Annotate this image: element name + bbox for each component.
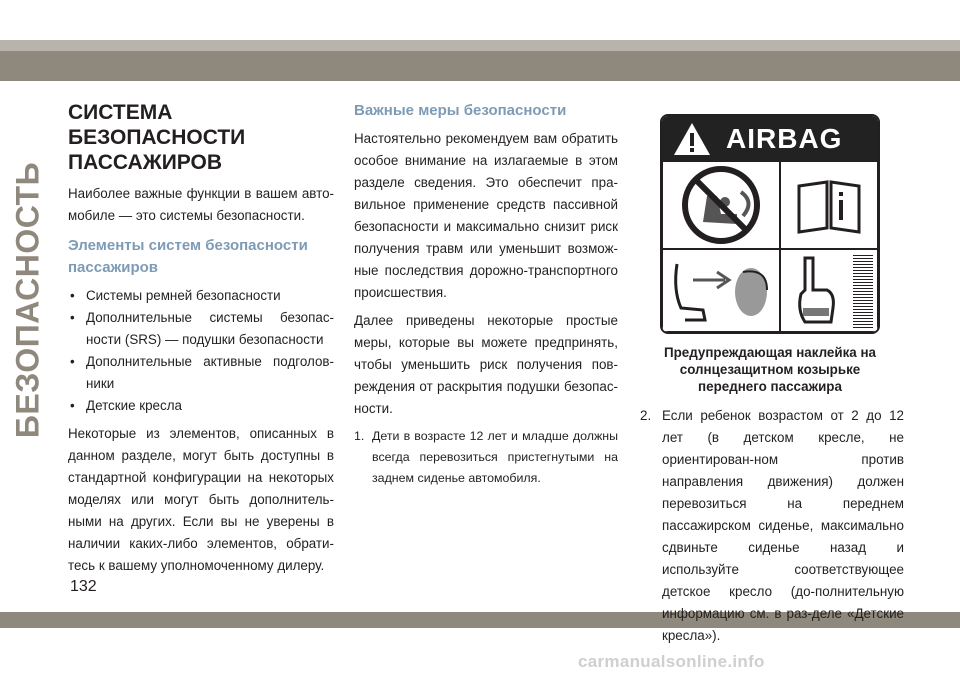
top-band-light	[0, 40, 960, 51]
body-paragraph: Настоятельно рекомендуем вам обратить особое внимание на излагаемые в этом разделе сведения. Это обеспечит пра-вильное применение средств пассивной безопасности и максимально снизит риск получения травм или уменьшит возмож-ные последствия дорожно-транспортного происшествия.	[354, 131, 618, 300]
list-item: • Дополнительные активные подголов-ники	[68, 351, 334, 395]
page-number: 132	[70, 578, 97, 595]
label-cell-manual	[780, 161, 878, 249]
body-paragraph: Некоторые из элементов, описанных в данном разделе, могут быть доступны в стандартной конфигурации на некоторых моделях или могут быть дополнитель-ными на других. Если вы не уверены в наличии каких-либо элементов, обрати-тесь к вашему уполномоченному дилеру.	[68, 426, 334, 573]
column-left	[68, 100, 334, 583]
no-rear-facing-child-seat-icon	[663, 162, 779, 248]
column-right	[640, 100, 904, 647]
item-number: 1.	[354, 429, 365, 443]
intro-paragraph: Наиболее важные функции в вашем авто-мобиле — это системы безопасности.	[68, 186, 334, 223]
watermark: carmanualsonline.info	[578, 652, 765, 671]
item-number: 2.	[640, 408, 652, 423]
airbag-warning-label-image	[660, 114, 880, 334]
image-caption: Предупреждающая наклейка на солнцезащитном козырьке переднего пассажира	[663, 345, 877, 394]
seat-airbag-deploy-icon	[663, 250, 779, 331]
label-header	[662, 116, 878, 161]
numbered-item-1	[354, 426, 618, 489]
label-cell-pointer-barcode	[780, 249, 878, 332]
section-side-tab-label: БЕЗОПАСНОСТЬ	[9, 161, 46, 439]
heading-safety-measures: Важные меры безопасности	[354, 102, 567, 119]
numbered-item-2	[640, 405, 904, 647]
list-item: • Дополнительные системы безопас-ности (SRS) — подушки безопасности	[68, 307, 334, 351]
item-text: Если ребенок возрастом от 2 до 12 лет (в детском кресле, не ориентирован-ном против направления движения) должен перевозиться на переднем пассажирском сиденье, максимально сдвиньте сиденье назад и используйте соответствующее детское кресло (до-полнительную информацию см. в раз-деле «Детские кресла»).	[662, 408, 904, 643]
body-paragraph: Далее приведены некоторые простые меры, которые вы можете предпринять, чтобы уменьшить риск получения пов-реждения от раскрытия подушки безопас-ности.	[354, 313, 618, 416]
list-item: • Детские кресла	[68, 395, 334, 417]
barcode	[853, 254, 873, 328]
elements-list	[68, 285, 334, 417]
item-text: Дети в возрасте 12 лет и младше должны всегда перевозиться пристегнутыми на заднем сиденье автомобиля.	[372, 429, 618, 485]
list-item: • Системы ремней безопасности	[68, 285, 334, 307]
top-band	[0, 51, 960, 81]
pointing-hand-icon	[781, 250, 851, 331]
label-title: AIRBAG	[726, 122, 843, 154]
subheading-elements: Элементы систем безопасности пассажиров	[68, 237, 308, 276]
label-cell-seat-airbag	[662, 249, 780, 332]
owners-manual-book-icon	[781, 162, 877, 248]
page-title: СИСТЕМА БЕЗОПАСНОСТИ ПАССАЖИРОВ	[68, 101, 246, 174]
label-cell-no-child-seat	[662, 161, 780, 249]
column-middle	[354, 100, 618, 489]
warning-triangle-icon	[672, 121, 712, 157]
